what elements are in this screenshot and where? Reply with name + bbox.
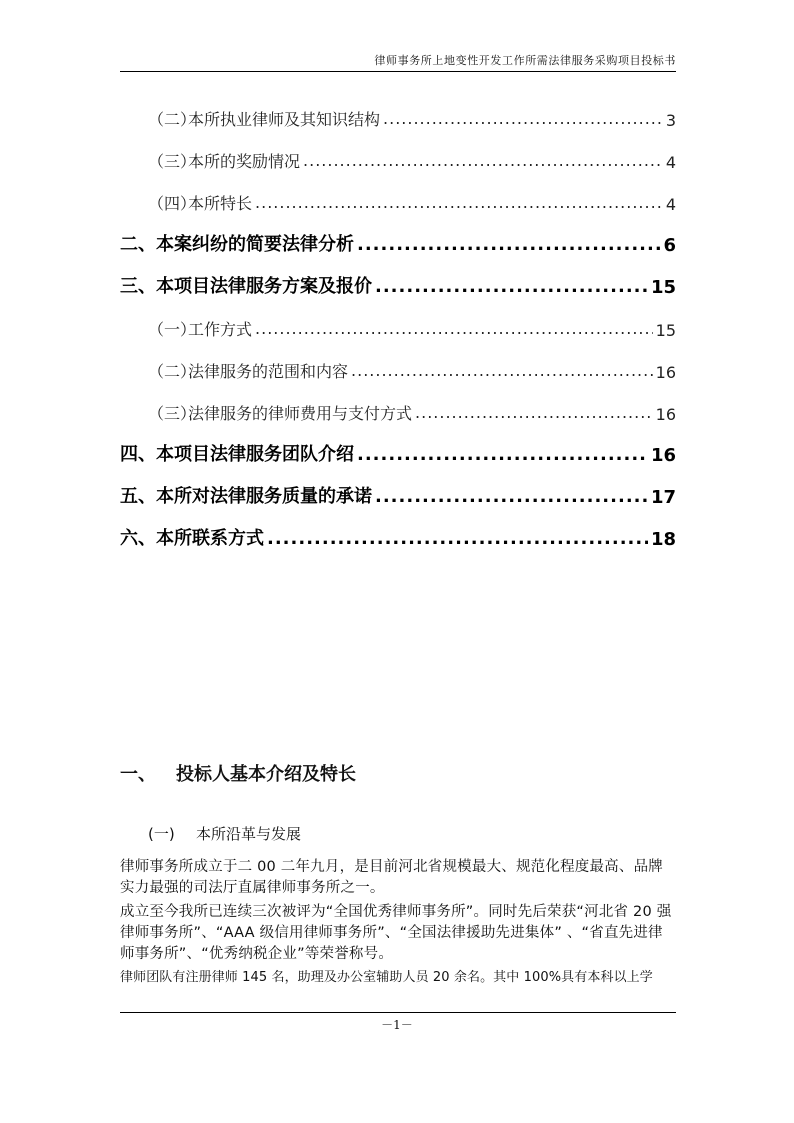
toc-entry-page: 16 xyxy=(650,445,676,466)
toc-dot-leader xyxy=(357,447,648,462)
subsection-title: 本所沿革与发展 xyxy=(196,825,302,843)
toc-entry-title: 本所联系方式 xyxy=(156,528,264,549)
toc-dot-leader xyxy=(255,196,663,210)
page-header: 律师事务所上地变性开发工作所需法律服务采购项目投标书 xyxy=(374,54,676,67)
body-paragraph: 成立至今我所已连续三次被评为“全国优秀律师事务所”。同时先后荣获“河北省 20 强律师事务所”、“AAA 级信用律师事务所”、“全国法律援助先进集体” 、“省直先进律师事务所”、“优秀纳税企业”等荣誉称号。 xyxy=(120,904,672,962)
toc-entry-number: （二） xyxy=(148,362,197,381)
toc-entry-number: 二、 xyxy=(120,234,156,255)
toc-entry-page: 15 xyxy=(650,277,676,298)
body-paragraph: 律师团队有注册律师 145 名，助理及办公室辅助人员 20 余名。其中 100%具有本科以上学 xyxy=(120,970,653,985)
section-title: 投标人基本介绍及特长 xyxy=(176,764,356,785)
toc-entry-number: 六、 xyxy=(120,528,156,549)
toc-entry-page: 3 xyxy=(665,111,676,130)
subsection-number: (一) xyxy=(148,825,175,843)
toc-entry-page: 16 xyxy=(655,363,676,382)
toc-entry-title: 本所特长 xyxy=(188,194,253,213)
toc-entry[interactable] xyxy=(148,310,676,340)
page-number: －1－ xyxy=(381,1018,413,1032)
toc-dot-leader xyxy=(383,112,663,126)
toc-entry[interactable] xyxy=(120,268,676,298)
toc-dot-leader xyxy=(375,489,648,504)
toc-entry-page: 6 xyxy=(663,235,676,256)
toc-entry-number: （三） xyxy=(148,404,197,423)
section-heading xyxy=(120,760,356,786)
toc-entry-number: 三、 xyxy=(120,276,156,297)
toc-entry-number: 五、 xyxy=(120,486,156,507)
toc-entry[interactable] xyxy=(120,478,676,508)
toc-entry-title: 法律服务的律师费用与支付方式 xyxy=(188,404,413,423)
toc-entry-page: 15 xyxy=(655,321,676,340)
toc-entry-number: 四、 xyxy=(120,444,156,465)
toc-entry[interactable] xyxy=(148,394,676,424)
toc-dot-leader xyxy=(255,322,653,336)
toc-entry-page: 4 xyxy=(665,195,676,214)
section-number: 一、 xyxy=(120,764,156,785)
toc-dot-leader xyxy=(375,279,648,294)
toc-entry-title: 本案纠纷的简要法律分析 xyxy=(156,234,354,255)
toc-entry[interactable] xyxy=(120,520,676,550)
toc-entry-number: （三） xyxy=(148,152,197,171)
body-paragraph: 律师事务所成立于二 00 二年九月，是目前河北省规模最大、规范化程度最高、品牌实力最强的司法厅直属律师事务所之一。 xyxy=(120,859,663,896)
toc-entry-title: 法律服务的范围和内容 xyxy=(188,362,349,381)
toc-entry[interactable] xyxy=(120,436,676,466)
toc-dot-leader xyxy=(351,364,653,378)
toc-dot-leader xyxy=(303,154,663,168)
toc-entry-page: 16 xyxy=(655,405,676,424)
toc-dot-leader xyxy=(415,406,653,420)
toc-entry[interactable] xyxy=(120,226,676,256)
toc-entry-number: （二） xyxy=(148,110,197,129)
toc-entry-title: 本所执业律师及其知识结构 xyxy=(188,110,381,129)
toc-entry[interactable] xyxy=(148,352,676,382)
toc-entry-title: 本项目法律服务团队介绍 xyxy=(156,444,354,465)
toc-dot-leader xyxy=(267,531,648,546)
footer-divider xyxy=(120,1012,676,1013)
toc-entry[interactable] xyxy=(148,184,676,214)
toc-entry-title: 本所的奖励情况 xyxy=(188,152,301,171)
toc-entry-title: 本项目法律服务方案及报价 xyxy=(156,276,372,297)
toc-entry-page: 4 xyxy=(665,153,676,172)
subsection-heading xyxy=(148,823,301,844)
toc-entry-number: （四） xyxy=(148,194,197,213)
toc-entry-title: 本所对法律服务质量的承诺 xyxy=(156,486,372,507)
toc-entry[interactable] xyxy=(148,100,676,130)
toc-dot-leader xyxy=(357,237,660,252)
toc-entry-title: 工作方式 xyxy=(188,320,253,339)
toc-entry-number: （一） xyxy=(148,320,197,339)
toc-entry[interactable] xyxy=(148,142,676,172)
toc-entry-page: 17 xyxy=(650,487,676,508)
toc-entry-page: 18 xyxy=(650,529,676,550)
header-divider xyxy=(120,71,676,72)
